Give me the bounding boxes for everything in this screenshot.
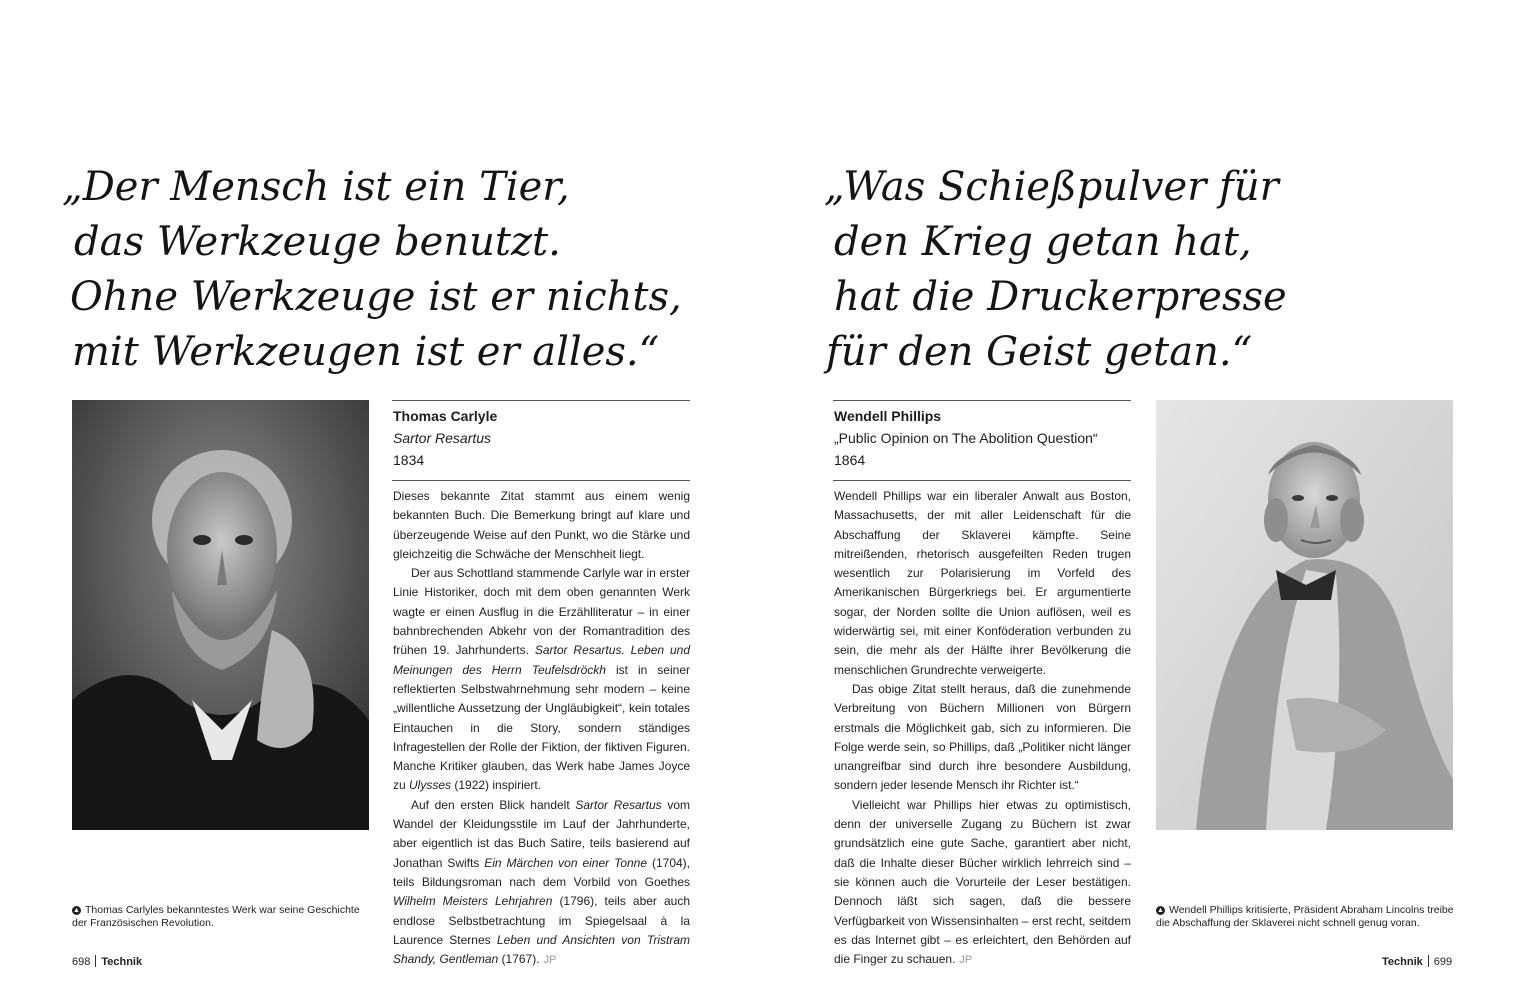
rule-bottom-right [833, 480, 1131, 481]
author-name: Wendell Phillips [834, 408, 942, 424]
portrait-thomas-carlyle [72, 400, 369, 830]
work-title: „Public Opinion on The Abolition Question“ [834, 430, 1098, 446]
source-block-left [393, 405, 689, 471]
quote-line: „Was Schießpulver für [824, 164, 1279, 210]
folio-right [1382, 955, 1452, 969]
paragraph: Wendell Phillips war ein liberaler Anwalt aus Boston, Massachusetts, der mit aller Leidenschaft für die Abschaffung der Sklaverei kämpfte. Seine mitreißenden, rhetorisch ausgefeilten Reden trugen wesentlich zur Polarisierung im Vorfeld des Amerikanischen Bürgerkriegs bei. Er argumentierte sogar, der Norden sollte die Union auflösen, weil es widerwärtig sei, mit einer Konföderation verbunden zu sein, die mehr als der Hälfte ihrer Bevölkerung die menschlichen Grundrechte verweigerte. [834, 489, 1131, 677]
author-initials: JP [543, 954, 557, 967]
paragraph: Auf den ersten Blick handelt Sartor Resartus vom Wandel der Kleidungsstile im Lauf der Jahrhunderte, aber eigentlich ist das Buch Satire, teils basierend auf Jonathan Swifts Ein Märchen von einer Tonne (1704), teils Bildungsroman nach dem Vorbild von Goethes Wilhelm Meisters Lehrjahren (1796), teils aber auch endlose Selbstbetrachtung im Spiegelsaal à la Laurence Sternes Leben und Ansichten von Tristram Shandy, Gentleman (1767). JP [393, 797, 691, 967]
up-arrow-circle-icon: ▲ [73, 906, 80, 914]
quote-line: hat die Druckerpresse [834, 274, 1287, 320]
up-arrow-circle-icon: ▲ [1157, 906, 1164, 914]
right-pull-quote [824, 160, 1287, 380]
section-name: Technik [101, 956, 143, 968]
quote-line: mit Werkzeugen ist er alles.“ [72, 329, 660, 375]
folio-left [72, 955, 142, 969]
quote-line: den Krieg getan hat, [834, 219, 1252, 265]
photo-caption-left: ▲ Thomas Carlyles bekanntestes Werk war seine Geschichte der Französischen Revolution. [72, 904, 360, 929]
paragraph: Der aus Schottland stammende Carlyle war in erster Linie Historiker, doch mit dem oben genannten Werk wagte er einen Ausflug in die Erzählliteratur – in einer bahnbrechenden Abkehr von der Romantradition des frühen 19. Jahrhunderts. Sartor Resartus. Leben und Meinungen des Herrn Teufelsdröckh ist in seiner reflektierten Selbstwahrnehmung sehr modern – keine „willentliche Aussetzung der Ungläubigkeit“, kein totales Eintauchen in die Story, sondern ständiges Infragestellen der Rolle der Fiktion, der fiktiven Figuren. Manche Kritiker glauben, das Werk habe James Joyce zu Ulysses (1922) inspiriert. [393, 566, 690, 793]
page-number: 698 [72, 956, 91, 968]
rule-top-right [833, 400, 1131, 401]
paragraph: Das obige Zitat stellt heraus, daß die zunehmende Verbreitung von Büchern Millionen von Bürgern erstmals die Möglichkeit gab, sich zu informieren. Die Folge werde sein, so Phillips, daß „Politiker nicht länger unangreifbar sind durch ihre besondere Ausbildung, sondern jeder lesende Mensch ihr Richter ist.“ [834, 681, 1131, 793]
left-pull-quote [62, 160, 682, 380]
work-title: Sartor Resartus [393, 430, 492, 446]
paragraph: Vielleicht war Phillips hier etwas zu optimistisch, denn der universelle Zugang zu Büchern ist zwar grundsätzlich eine gute Sache, garantiert aber nicht, daß die Inhalte dieser Bücher wirklich lehrreich sind – sie können auch die Vorurteile der Leser bestätigen. Dennoch läßt sich sagen, daß die bessere Verfügbarkeit von Wissensinhalten – erst recht, seitdem es das Internet gibt – es erleichtert, den Behörden auf die Finger zu schauen. JP [834, 797, 1131, 967]
section-name: Technik [1382, 956, 1423, 968]
quote-line: Ohne Werkzeuge ist er nichts, [70, 274, 682, 320]
rule-top-left [392, 400, 690, 401]
publication-year: 1834 [393, 452, 425, 468]
source-block-right [834, 405, 1130, 471]
paragraph: Dieses bekannte Zitat stammt aus einem wenig bekannten Buch. Die Bemerkung bringt auf klare und überzeugende Weise auf den Punkt, wo die Stärke und gleichzeitig die Schwäche der Menschheit liegt. [393, 489, 690, 561]
folio-divider [95, 955, 96, 967]
portrait-wendell-phillips [1156, 400, 1453, 830]
photo-caption-right: ▲ Wendell Phillips kritisierte, Präsident Abraham Lincolns treibe die Abschaffung der Sklaverei nicht schnell genug voran. [1156, 904, 1454, 929]
quote-line: das Werkzeuge benutzt. [74, 219, 561, 265]
author-name: Thomas Carlyle [393, 408, 498, 424]
page-number: 699 [1433, 956, 1453, 968]
body-text-right [834, 487, 1131, 970]
folio-divider [1428, 955, 1429, 967]
body-text-left [393, 487, 690, 970]
author-initials: JP [959, 954, 973, 967]
rule-bottom-left [392, 480, 690, 481]
publication-year: 1864 [834, 452, 866, 468]
quote-line: „Der Mensch ist ein Tier, [62, 164, 570, 210]
quote-line: für den Geist getan.“ [826, 329, 1253, 375]
